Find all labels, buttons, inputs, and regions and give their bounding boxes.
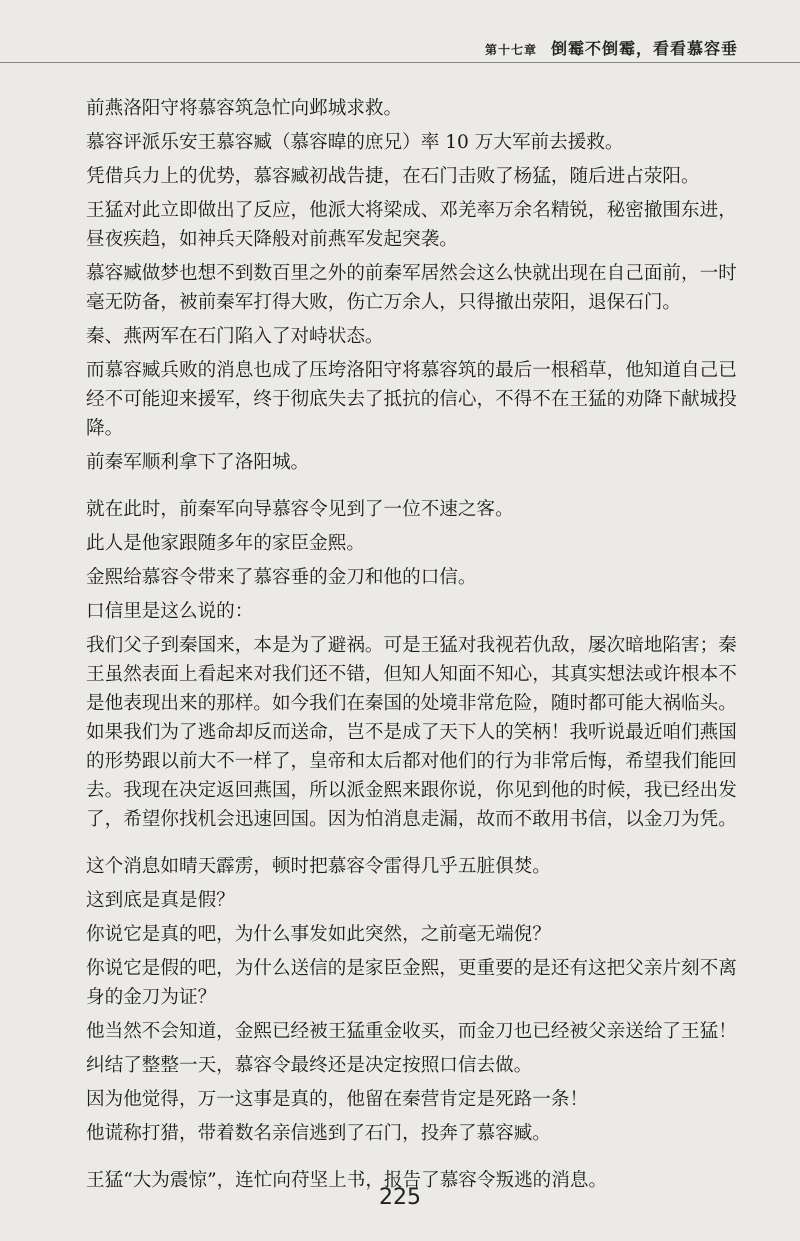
paragraph: 而慕容臧兵败的消息也成了压垮洛阳守将慕容筑的最后一根稻草，他知道自己已经不可能迎来援军，终于彻底失去了抵抗的信心，不得不在王猛的劝降下献城投降。 — [86, 360, 737, 439]
paragraph: 此人是他家跟随多年的家臣金熙。 — [86, 533, 365, 554]
running-header — [485, 36, 738, 59]
paragraph: 这个消息如晴天霹雳，顿时把慕容令雷得几乎五脏俱焚。 — [86, 856, 551, 877]
page-number: 225 — [379, 1185, 421, 1210]
paragraph: 口信里是这么说的： — [86, 601, 254, 622]
quoted-message: 我们父子到秦国来，本是为了避祸。可是王猛对我视若仇敌，屡次暗地陷害；秦王虽然表面上看起来对我们还不错，但知人知面不知心，其真实想法或许根本不是他表现出来的那样。如今我们在秦国的处境非常危险，随时都可能大祸临头。如果我们为了逃命却反而送命，岂不是成了天下人的笑柄！我听说最近咱们燕国的形势跟以前大不一样了，皇帝和太后都对他们的行为非常后悔，希望我们能回去。我现在决定返回燕国，所以派金熙来跟你说，你见到他的时候，我已经出发了，希望你找机会迅速回国。因为怕消息走漏，故而不敢用书信，以金刀为凭。 — [86, 635, 737, 830]
paragraph: 纠结了整整一天，慕容令最终还是决定按照口信去做。 — [86, 1055, 533, 1076]
paragraph: 前秦军顺利拿下了洛阳城。 — [86, 452, 310, 473]
paragraph: 慕容臧做梦也想不到数百里之外的前秦军居然会这么快就出现在自己面前，一时毫无防备，被前秦军打得大败，伤亡万余人，只得撤出荥阳，退保石门。 — [86, 263, 737, 313]
paragraph: 他当然不会知道，金熙已经被王猛重金收买，而金刀也已经被父亲送给了王猛！ — [86, 1021, 737, 1042]
paragraph: 他谎称打猎，带着数名亲信逃到了石门，投奔了慕容臧。 — [86, 1123, 551, 1144]
paragraph: 你说它是真的吧，为什么事发如此突然，之前毫无端倪？ — [86, 924, 551, 945]
paragraph: 秦、燕两军在石门陷入了对峙状态。 — [86, 326, 384, 347]
paragraph: 慕容评派乐安王慕容臧（慕容暐的庶兄）率 10 万大军前去援救。 — [86, 132, 624, 153]
chapter-label: 第十七章 — [484, 43, 537, 57]
paragraph: 王猛对此立即做出了反应，他派大将梁成、邓羌率万余名精锐，秘密撤围东进，昼夜疾趋，如神兵天降般对前燕军发起突袭。 — [86, 200, 737, 250]
chapter-title: 倒霉不倒霉，看看慕容垂 — [550, 39, 738, 58]
paragraph: 因为他觉得，万一这事是真的，他留在秦营肯定是死路一条！ — [86, 1089, 589, 1110]
paragraph: 凭借兵力上的优势，慕容臧初战告捷，在石门击败了杨猛，随后进占荥阳。 — [86, 166, 700, 187]
paragraph: 就在此时，前秦军向导慕容令见到了一位不速之客。 — [86, 499, 514, 520]
paragraph: 金熙给慕容令带来了慕容垂的金刀和他的口信。 — [86, 567, 477, 588]
header-rule — [0, 62, 800, 63]
paragraph: 你说它是假的吧，为什么送信的是家臣金熙，更重要的是还有这把父亲片刻不离身的金刀为证？ — [86, 958, 737, 1008]
paragraph: 前燕洛阳守将慕容筑急忙向邺城求救。 — [86, 98, 403, 119]
body-text — [86, 94, 746, 1200]
paragraph: 这到底是真是假？ — [86, 890, 235, 911]
paragraph: 王猛“大为震惊”，连忙向苻坚上书，报告了慕容令叛逃的消息。 — [86, 1170, 608, 1191]
